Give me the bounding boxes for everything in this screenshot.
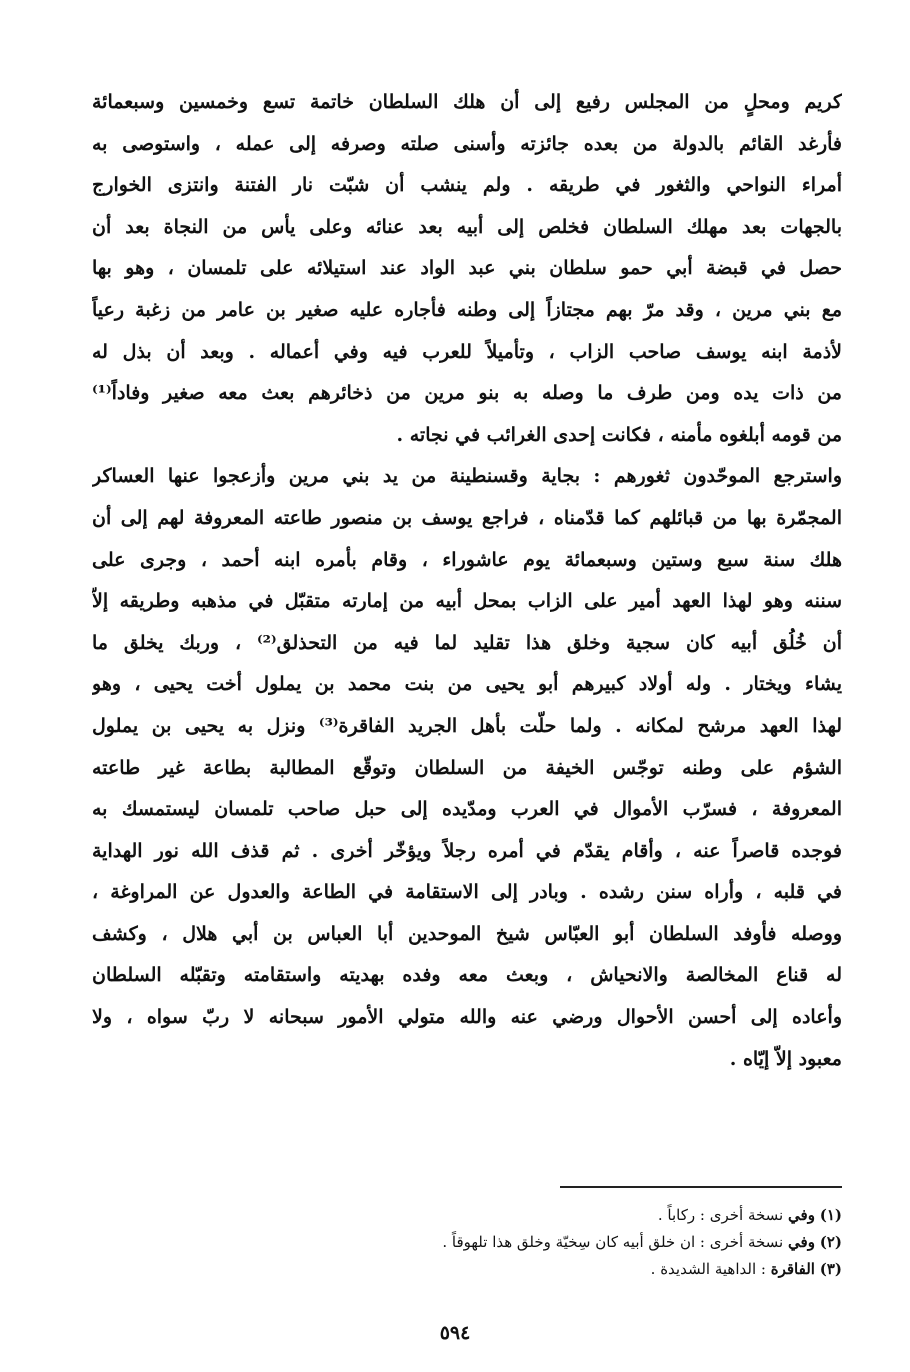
footnote-number: (١): [819, 1206, 842, 1224]
footnote-text: : الداهية الشديدة .: [650, 1260, 766, 1278]
text-line: لأذمة ابنه يوسف صاحب الزاب ، وتأميلاً للعرب فيه وفي أعماله . وبعد أن بذل له: [92, 340, 842, 363]
text-line: هلك سنة سبع وستين وسبعمائة يوم عاشوراء ، وقام بأمره ابنه أحمد ، وجرى على: [92, 548, 842, 571]
text-line: لهذا العهد مرشح لمكانه . ولما حلّت بأهل الجريد الفاقرة⁽³⁾ ونزل به يحيى بن يملول: [92, 714, 842, 737]
text-line: بالجهات بعد مهلك السلطان فخلص إلى أبيه بعد عنائه وعلى يأس من النجاة بعد أن: [92, 215, 842, 238]
footnote-lead: وفي: [788, 1206, 815, 1224]
footnote-text: نسخة أخرى : ان خلق أبيه كان سِخيّة وخلق هذا تلهوقاً .: [442, 1233, 784, 1251]
footnote-lead: الفاقرة: [770, 1260, 815, 1278]
footnote-divider: [560, 1186, 842, 1188]
text-line: حصل في قبضة أبي حمو سلطان بني عبد الواد عند استيلائه على تلمسان ، وهو بها: [92, 257, 842, 280]
text-line: في قلبه ، وأراه سنن رشده . وبادر إلى الاستقامة في الطاعة والعدول عن المراوغة ،: [92, 881, 842, 904]
text-line: الشؤم على وطنه توجّس الخيفة من السلطان وتوقّع المطالبة بطاعة غير طاعته: [92, 756, 842, 779]
footnote-number: (٣): [819, 1260, 842, 1278]
footnote: [202, 1229, 842, 1256]
footnote: [202, 1202, 842, 1229]
footnote: [202, 1256, 842, 1283]
text-line: المجمّرة بها من قبائلهم كما قدّمناه ، فراجع يوسف بن منصور طاعته المعروفة لهم إلى أن: [92, 506, 842, 529]
text-line: وأعاده إلى أحسن الأحوال ورضي عنه والله متولي الأمور سبحانه لا ربّ سواه ، ولا: [92, 1006, 842, 1029]
text-line: من قومه أبلغوه مأمنه ، فكانت إحدى الغرائب في نجاته .: [396, 423, 842, 446]
text-line: فوجده قاصراً عنه ، وأقام يقدّم في أمره رجلاً ويؤخّر أخرى . ثم قذف الله نور الهداية: [92, 839, 842, 862]
text-line: من ذات يده ومن طرف ما وصله به بنو مرين من ذخائرهم بعث معه صغير وفاداً⁽¹⁾: [92, 382, 842, 405]
footnote-lead: وفي: [788, 1233, 815, 1251]
text-line: أمراء النواحي والثغور في طريقه . ولم ينشب أن شبّت نار الفتنة وانتزى الخوارج: [92, 174, 842, 197]
text-line: له قناع المخالصة والانحياش ، وبعث معه وفده بهديته واستقامته وتقبّله السلطان: [92, 964, 842, 987]
footnote-text: نسخة أخرى : ركاباً .: [657, 1206, 784, 1224]
text-line: سننه وهو لهذا العهد أمير على الزاب بمحل أبيه من إمارته متقبّل في مذهبه وطريقه إلاّ: [92, 590, 842, 613]
page-number: ٥٩٤: [439, 1322, 471, 1344]
text-line: أن خُلُق أبيه كان سجية وخلق هذا تقليد لما فيه من التحذلق⁽²⁾ ، وربك يخلق ما: [92, 631, 842, 654]
text-line: مع بني مرين ، وقد مرّ بهم مجتازاً إلى وطنه فأجاره عليه صغير بن عامر من زغبة رعياً: [92, 298, 842, 321]
footnote-number: (٢): [819, 1233, 842, 1251]
main-text: [92, 82, 842, 1080]
text-line: فأرغد القائم بالدولة من بعده جائزته وأسنى صلته وصرفه إلى عمله ، واستوصى به: [92, 132, 842, 155]
text-line: ووصله فأوفد السلطان أبو العبّاس شيخ الموحدين أبا العباس بن أبي هلال ، وكشف: [92, 922, 842, 945]
text-line: المعروفة ، فسرّب الأموال في العرب ومدّيده إلى حبل صاحب تلمسان ليستمسك به: [92, 798, 842, 821]
footnotes: [202, 1202, 842, 1283]
text-line: كريم ومحلٍ من المجلس رفيع إلى أن هلك السلطان خاتمة تسع وخمسين وسبعمائة: [92, 91, 842, 113]
text-line: معبود إلاّ إيّاه .: [729, 1047, 842, 1070]
text-line: واسترجع الموحّدون ثغورهم : بجاية وقسنطينة من يد بني مرين وأزعجوا عنها العساكر: [92, 465, 842, 488]
text-line: يشاء ويختار . وله أولاد كبيرهم أبو يحيى من بنت محمد بن يملول أخت يحيى ، وهو: [92, 673, 842, 696]
